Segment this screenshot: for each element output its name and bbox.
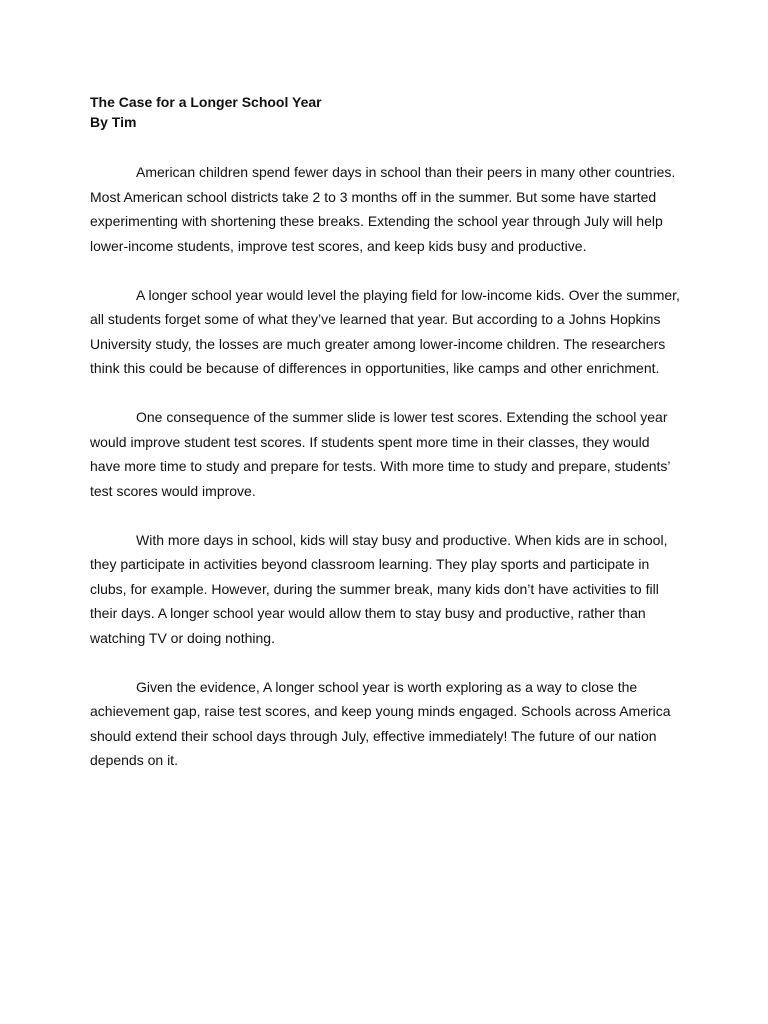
paragraph-test-scores: One consequence of the summer slide is lower test scores. Extending the school year would improve student test scores. If students spent more time in their classes, they would have more time to study and prepare for tests. With more time to study and prepare, students’ test scores would improve.	[90, 409, 670, 499]
paragraph-busy-productive: With more days in school, kids will stay busy and productive. When kids are in school, they participate in activities beyond classroom learning. They play sports and participate in clubs, for example. However, during the summer break, many kids don’t have activities to fill their days. A longer school year would allow them to stay busy and productive, rather than watching TV or doing nothing.	[90, 531, 668, 646]
essay-title: The Case for a Longer School Year	[90, 94, 322, 110]
paragraph-conclusion: Given the evidence, A longer school year is worth exploring as a way to close the achievement gap, raise test scores, and keep young minds engaged. Schools across America should extend their school days through July, effective immediately! The future of our nation depends on it.	[90, 678, 671, 768]
paragraph-level-playing-field: A longer school year would level the playing field for low-income kids. Over the summer, all students forget some of what they’ve learned that year. But according to a Johns Hopkins University study, the losses are much greater among lower-income children. The researchers think this could be because of differences in opportunities, like camps and other enrichment.	[90, 286, 680, 376]
paragraph-intro: American children spend fewer days in school than their peers in many other countries. Most American school districts take 2 to 3 months off in the summer. But some have started experimenting with shortening these breaks. Extending the school year through July will help lower-income students, improve test scores, and keep kids busy and productive.	[90, 164, 676, 254]
essay-byline: By Tim	[90, 114, 137, 130]
essay-body	[90, 160, 682, 773]
essay	[90, 92, 682, 773]
